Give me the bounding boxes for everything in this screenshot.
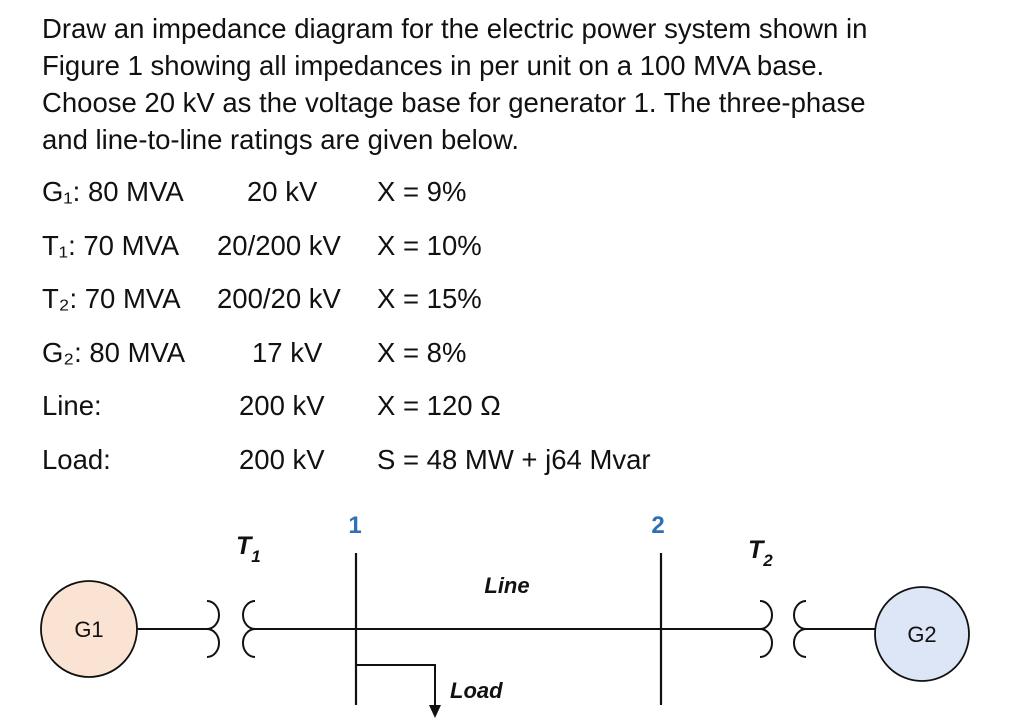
spec-t2-x: X = 15% bbox=[377, 283, 482, 314]
problem-line-2: Figure 1 showing all impedances in per unit on a 100 MVA base. bbox=[42, 50, 825, 81]
spec-row-t1 bbox=[42, 229, 742, 263]
load-arrow-icon bbox=[429, 705, 441, 718]
t1-label-main: T bbox=[236, 532, 252, 560]
t1-primary-winding bbox=[207, 601, 219, 657]
t2-primary-winding bbox=[760, 601, 772, 657]
t1-secondary-winding bbox=[243, 601, 255, 657]
spec-t1-x: X = 10% bbox=[377, 230, 482, 261]
spec-g1-x: X = 9% bbox=[377, 176, 467, 207]
problem-line-4: and line-to-line ratings are given below. bbox=[42, 124, 519, 155]
spec-line-x: X = 120 Ω bbox=[377, 390, 501, 421]
t2-label bbox=[748, 536, 773, 570]
spec-t2-voltage: 200/20 kV bbox=[217, 283, 341, 314]
spec-g1-voltage: 20 kV bbox=[247, 176, 318, 207]
spec-load-voltage: 200 kV bbox=[239, 444, 325, 475]
one-line-diagram bbox=[0, 500, 1024, 728]
t1-label bbox=[236, 532, 261, 566]
generator-1-label: G1 bbox=[74, 617, 104, 642]
spec-load-name: Load: bbox=[42, 444, 111, 475]
t2-label-main: T bbox=[748, 536, 764, 564]
load-label: Load bbox=[450, 678, 503, 703]
t2-secondary-winding bbox=[794, 601, 806, 657]
spec-row-line bbox=[42, 389, 742, 423]
spec-t1-voltage: 20/200 kV bbox=[217, 230, 341, 261]
spec-g2-x: X = 8% bbox=[377, 337, 467, 368]
spec-line-name: Line: bbox=[42, 390, 102, 421]
bus-2-label: 2 bbox=[651, 512, 665, 539]
spec-row-load bbox=[42, 443, 742, 477]
spec-load-s: S = 48 MW + j64 Mvar bbox=[377, 444, 651, 475]
generator-2-label: G2 bbox=[907, 622, 937, 647]
bus-1-label: 1 bbox=[348, 512, 362, 539]
spec-g2-name: G₂: 80 MVA bbox=[42, 337, 186, 368]
problem-line-3: Choose 20 kV as the voltage base for generator 1. The three-phase bbox=[42, 87, 866, 118]
problem-statement bbox=[42, 10, 992, 158]
spec-g1-name: G₁: 80 MVA bbox=[42, 176, 184, 207]
one-line-diagram-svg bbox=[0, 500, 1024, 728]
spec-row-t2 bbox=[42, 282, 742, 316]
line-label: Line bbox=[484, 573, 530, 598]
spec-t2-name: T₂: 70 MVA bbox=[42, 283, 181, 314]
spec-t1-name: T₁: 70 MVA bbox=[42, 230, 180, 261]
problem-line-1: Draw an impedance diagram for the electric power system shown in bbox=[42, 13, 868, 44]
t1-label-subscript: 1 bbox=[251, 547, 261, 566]
spec-line-voltage: 200 kV bbox=[239, 390, 325, 421]
spec-g2-voltage: 17 kV bbox=[252, 337, 323, 368]
spec-row-g2 bbox=[42, 336, 742, 370]
load-tap-wire bbox=[356, 665, 435, 705]
spec-row-g1 bbox=[42, 175, 742, 209]
t2-label-subscript: 2 bbox=[763, 551, 773, 570]
